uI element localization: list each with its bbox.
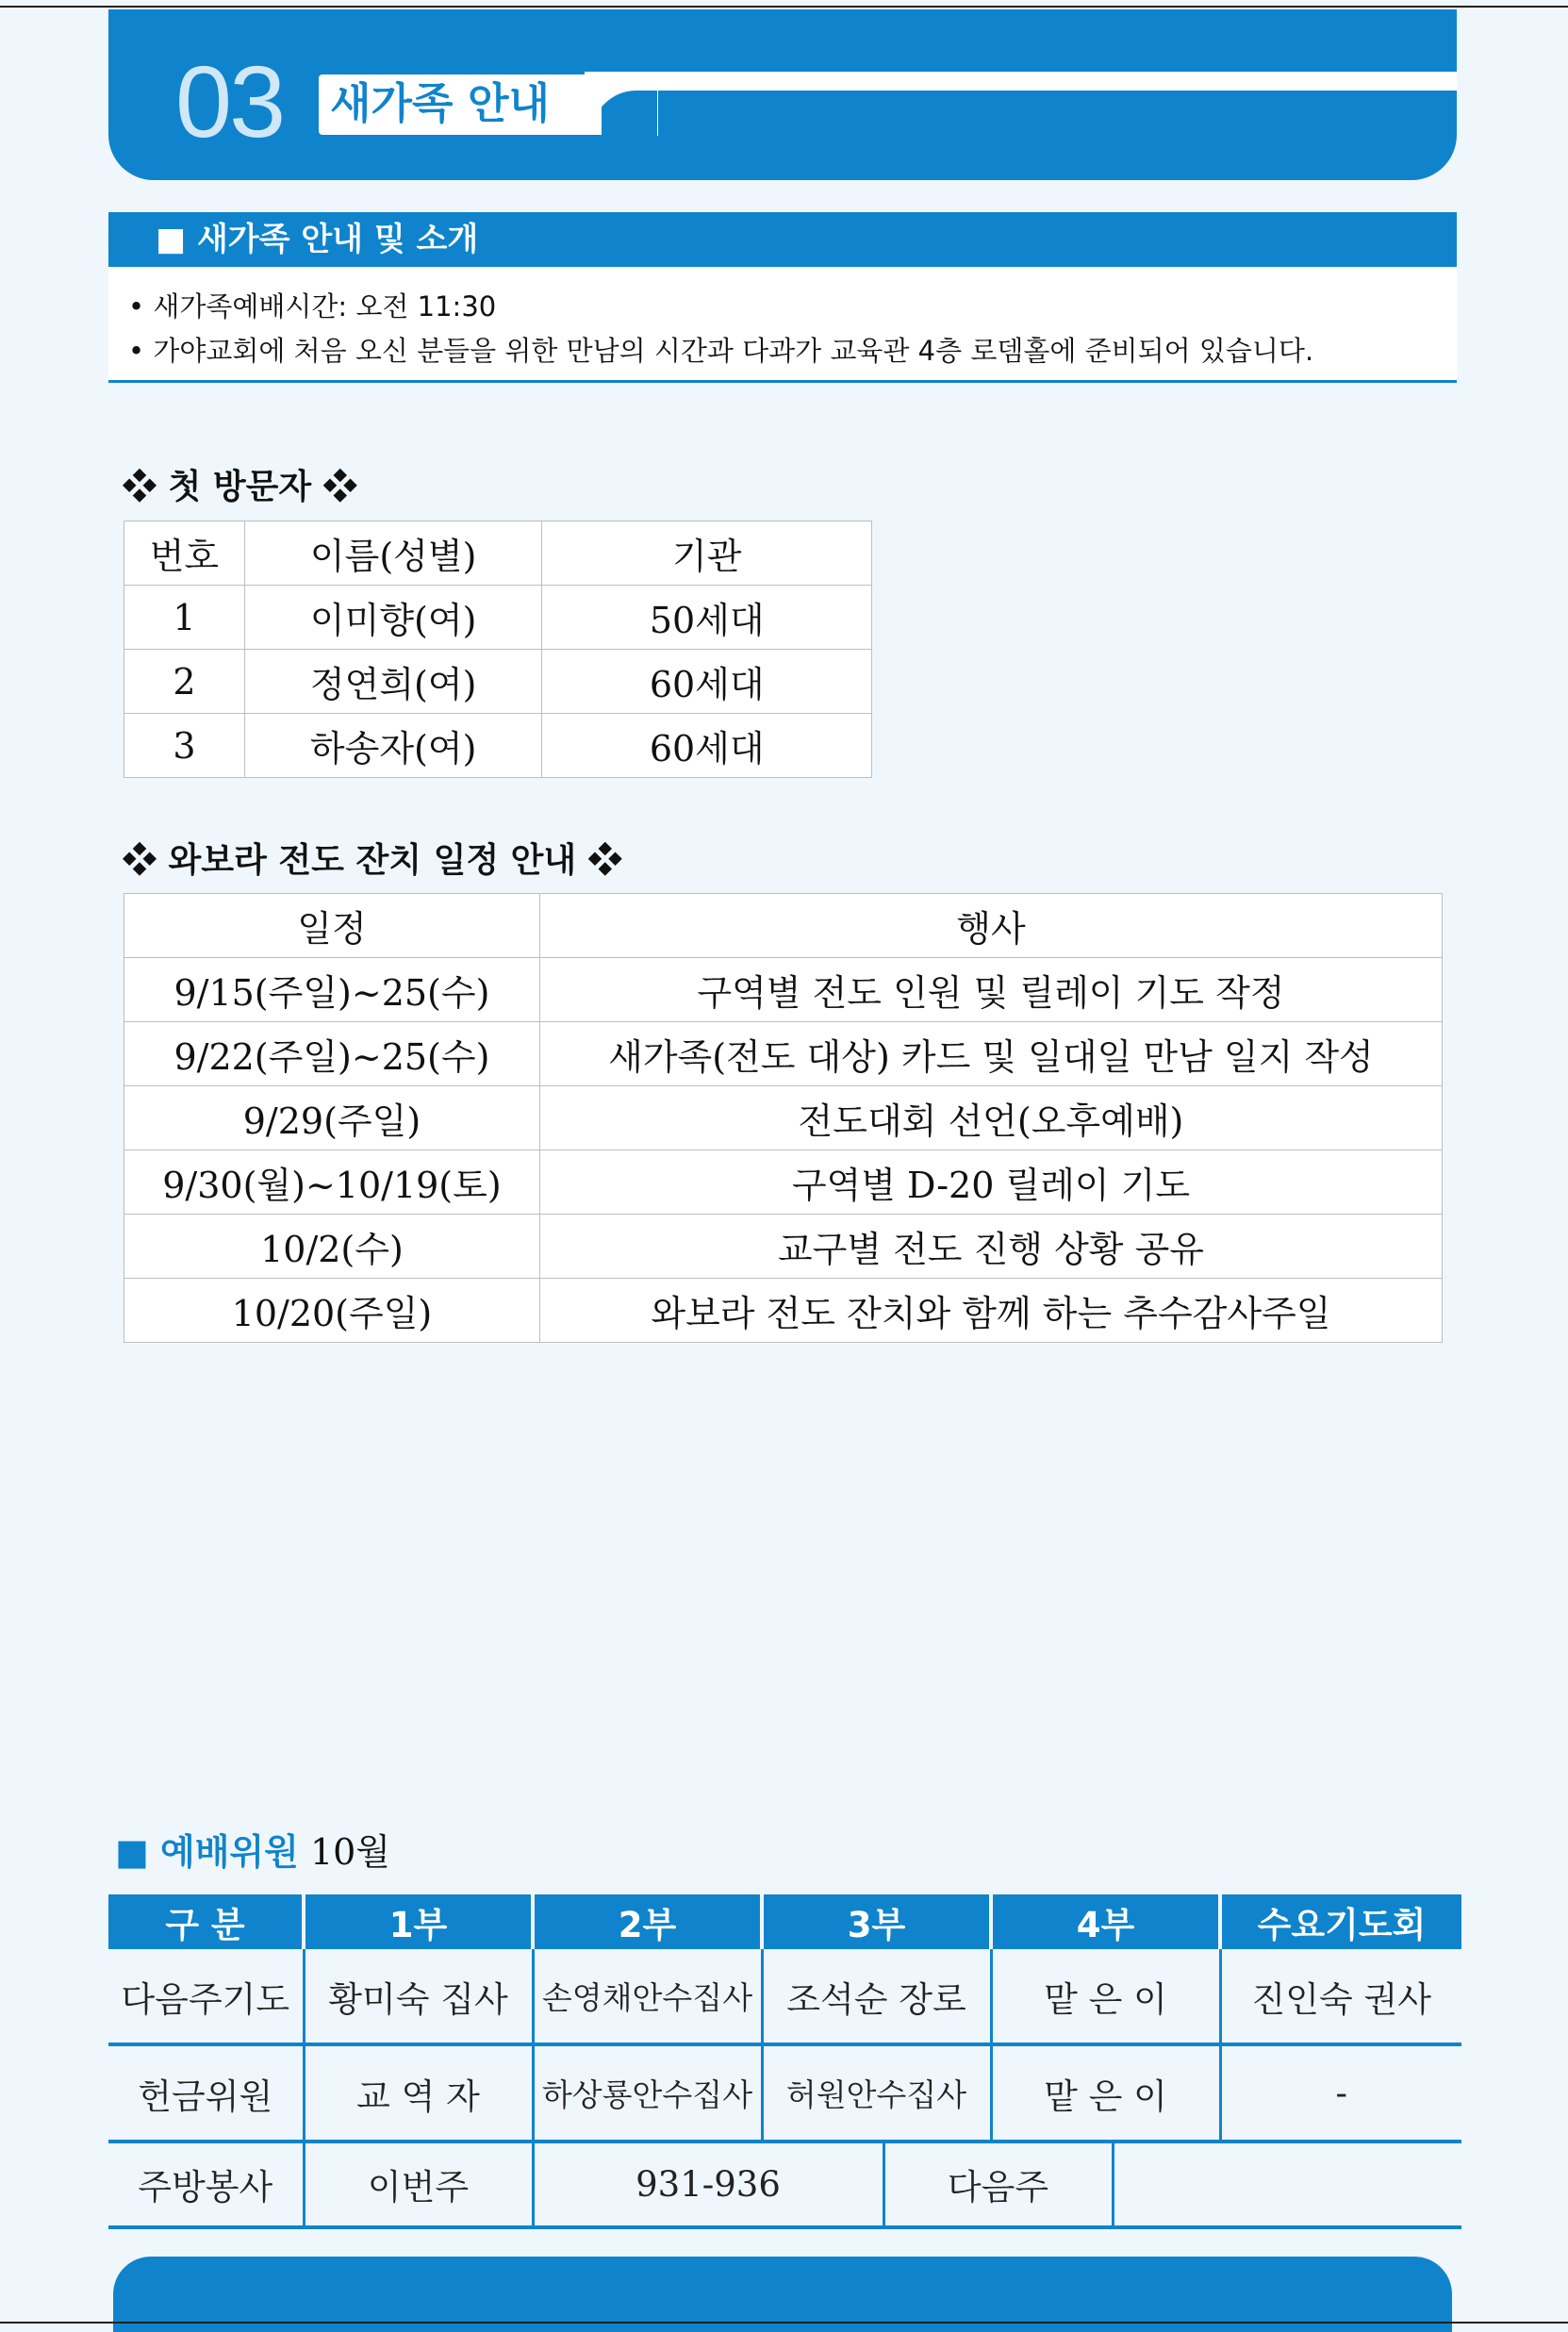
table-cell: 진인숙 권사 <box>1220 1949 1461 2044</box>
worship-header-1: 1부 <box>304 1894 533 1949</box>
table-row <box>124 1086 1443 1150</box>
worship-header-category: 구 분 <box>108 1894 304 1949</box>
top-border-line <box>0 6 1568 8</box>
info-line-time: • 새가족예배시간: 오전 11:30 <box>128 290 497 323</box>
table-cell: 10/20(주일) <box>124 1279 540 1343</box>
visitors-table <box>124 521 872 778</box>
table-header-cell: 행사 <box>539 894 1442 958</box>
table-cell: 하상룡안수집사 <box>533 2044 762 2142</box>
table-row <box>108 2142 1461 2227</box>
worship-title-label: 예배위원 <box>160 1831 299 1873</box>
table-cell: 허원안수집사 <box>762 2044 991 2142</box>
table-cell: 전도대회 선언(오후예배) <box>539 1086 1442 1150</box>
table-cell: 헌금위원 <box>108 2044 304 2142</box>
table-cell: 구역별 D-20 릴레이 기도 <box>539 1150 1442 1215</box>
table-row <box>124 958 1443 1022</box>
worship-header-3: 3부 <box>762 1894 991 1949</box>
table-cell: 10/2(수) <box>124 1215 540 1279</box>
table-header-cell: 번호 <box>124 521 245 586</box>
worship-table <box>108 1894 1461 2143</box>
visitors-title: ❖ 첫 방문자 ❖ <box>123 467 357 506</box>
table-header-cell: 일정 <box>124 894 540 958</box>
table-cell: 이번주 <box>304 2142 533 2227</box>
table-row <box>124 586 872 650</box>
worship-title <box>115 1826 390 1878</box>
table-row <box>124 1022 1443 1086</box>
banner-stripe <box>585 72 1457 91</box>
header-banner <box>108 9 1457 180</box>
table-cell: 새가족(전도 대상) 카드 및 일대일 만남 일지 작성 <box>539 1022 1442 1086</box>
table-cell: 9/30(월)~10/19(토) <box>124 1150 540 1215</box>
table-row <box>124 1215 1443 1279</box>
table-header-row <box>108 1894 1461 1949</box>
table-cell: 2 <box>124 650 245 714</box>
table-cell: 다음주 <box>883 2142 1113 2227</box>
table-cell: 구역별 전도 인원 및 릴레이 기도 작정 <box>539 958 1442 1022</box>
table-cell: 다음주기도 <box>108 1949 304 2044</box>
table-row <box>124 1150 1443 1215</box>
bottom-border-line <box>0 2322 1568 2324</box>
table-header-cell: 기관 <box>542 521 872 586</box>
table-cell: 50세대 <box>542 586 872 650</box>
worship-header-wednesday: 수요기도회 <box>1220 1894 1461 1949</box>
section-title: ■ 새가족 안내 및 소개 <box>156 221 479 258</box>
worship-title-month: 10월 <box>309 1831 390 1873</box>
table-header-row <box>124 521 872 586</box>
kitchen-table <box>108 2142 1461 2229</box>
table-cell: 9/22(주일)~25(수) <box>124 1022 540 1086</box>
table-cell: 이미향(여) <box>244 586 542 650</box>
table-cell: 9/29(주일) <box>124 1086 540 1150</box>
table-row <box>108 2044 1461 2142</box>
worship-header-4: 4부 <box>991 1894 1220 1949</box>
table-cell: 1 <box>124 586 245 650</box>
table-cell: 60세대 <box>542 650 872 714</box>
worship-title-marker: ■ <box>115 1831 149 1873</box>
table-cell: 60세대 <box>542 714 872 778</box>
table-cell: 9/15(주일)~25(수) <box>124 958 540 1022</box>
page-title: 새가족 안내 <box>330 78 551 128</box>
table-header-row <box>124 894 1443 958</box>
section-number: 03 <box>175 44 284 158</box>
table-cell <box>1113 2142 1461 2227</box>
table-cell: 황미숙 집사 <box>304 1949 533 2044</box>
table-cell: 와보라 전도 잔치와 함께 하는 추수감사주일 <box>539 1279 1442 1343</box>
table-row <box>124 650 872 714</box>
table-cell: 손영채안수집사 <box>533 1949 762 2044</box>
table-header-cell: 이름(성별) <box>244 521 542 586</box>
bottom-banner <box>113 2257 1452 2332</box>
table-cell: 교 역 자 <box>304 2044 533 2142</box>
table-cell: 맡 은 이 <box>991 1949 1220 2044</box>
table-cell: 하송자(여) <box>244 714 542 778</box>
table-cell: 정연희(여) <box>244 650 542 714</box>
info-line-welcome: • 가야교회에 처음 오신 분들을 위한 만남의 시간과 다과가 교육관 4층 로뎀홀에 준비되어 있습니다. <box>128 335 1314 367</box>
table-cell: 3 <box>124 714 245 778</box>
table-cell: 주방봉사 <box>108 2142 304 2227</box>
worship-header-2: 2부 <box>533 1894 762 1949</box>
table-cell: 교구별 전도 진행 상황 공유 <box>539 1215 1442 1279</box>
table-row <box>108 1949 1461 2044</box>
table-row <box>124 1279 1443 1343</box>
table-cell: 맡 은 이 <box>991 2044 1220 2142</box>
table-cell: 조석순 장로 <box>762 1949 991 2044</box>
schedule-table <box>124 893 1443 1343</box>
table-cell: - <box>1220 2044 1461 2142</box>
table-cell: 931-936 <box>533 2142 883 2227</box>
schedule-title: ❖ 와보라 전도 잔치 일정 안내 ❖ <box>123 840 622 880</box>
table-row <box>124 714 872 778</box>
